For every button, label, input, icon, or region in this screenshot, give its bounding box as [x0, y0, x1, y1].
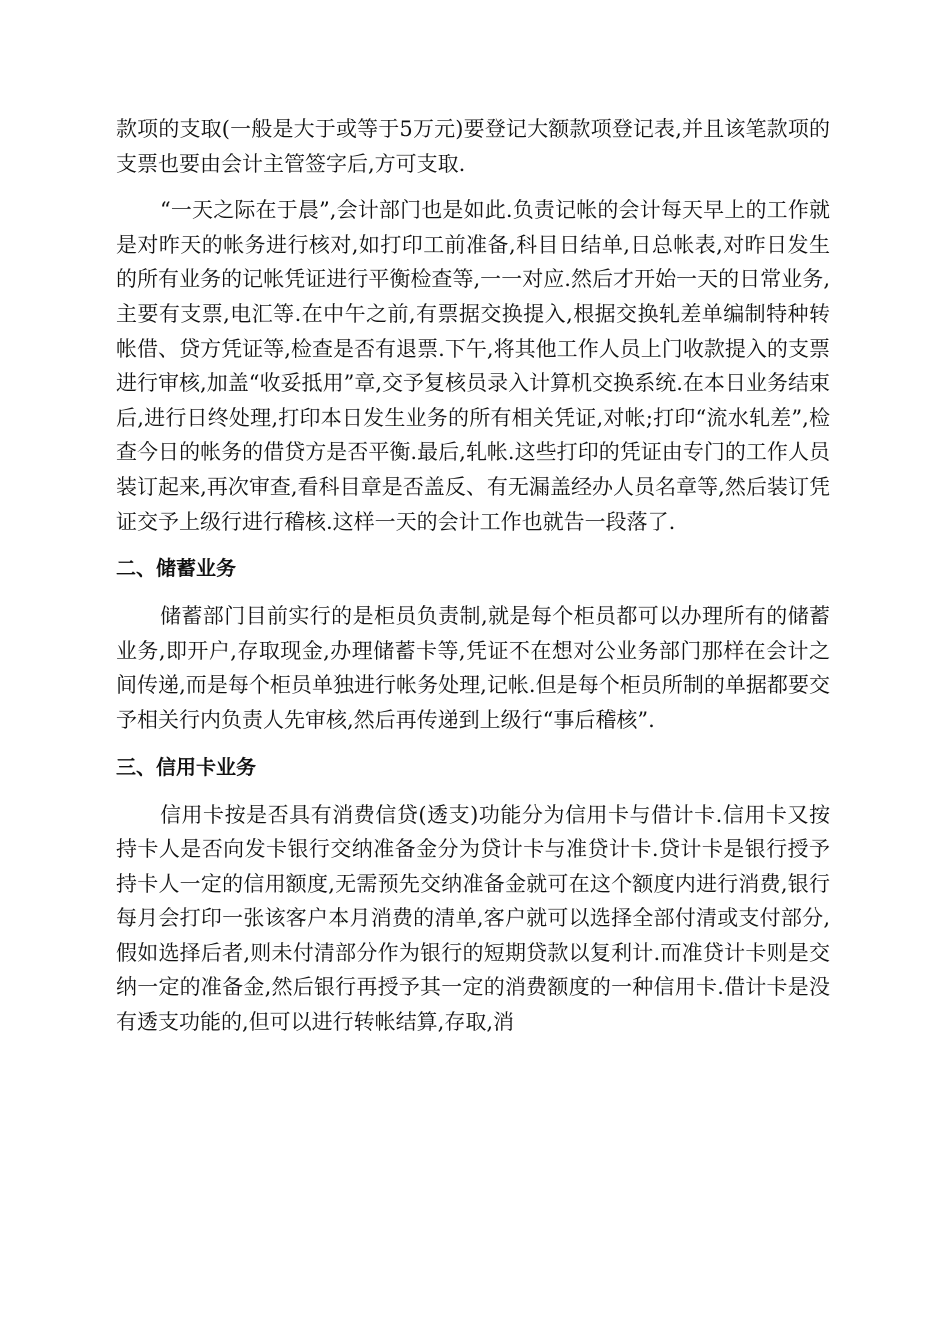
paragraph-savings-business: 储蓄部门目前实行的是柜员负责制,就是每个柜员都可以办理所有的储蓄业务,即开户,存取现金,办理储蓄卡等,凭证不在想对公业务部门那样在会计之间传递,而是每个柜员单独进行帐务处理,记帐.但是每个柜员所制的单据都要交予相关行内负责人先审核,然后再传递到上级行“事后稽核”. [116, 604, 830, 732]
paragraph-large-withdrawal: 款项的支取(一般是大于或等于5万元)要登记大额款项登记表,并且该笔款项的支票也要由会计主管签字后,方可支取. [116, 117, 830, 176]
section-heading-savings: 二、储蓄业务 [116, 556, 236, 581]
paragraph-credit-card-business: 信用卡按是否具有消费信贷(透支)功能分为信用卡与借计卡.信用卡又按持卡人是否向发卡银行交纳准备金分为贷计卡与准贷计卡.贷计卡是银行授予持卡人一定的信用额度,无需预先交纳准备金就可在这个额度内进行消费,银行每月会打印一张该客户本月消费的清单,客户就可以选择全部付清或支付部分,假如选择后者,则未付清部分作为银行的短期贷款以复利计.而准贷计卡则是交纳一定的准备金,然后银行再授予其一定的消费额度的一种信用卡.借计卡是没有透支功能的,但可以进行转帐结算,存取,消 [116, 802, 830, 1035]
paragraph-accounting-daily-work: “一天之际在于晨”,会计部门也是如此.负责记帐的会计每天早上的工作就是对昨天的帐务进行核对,如打印工前准备,科目日结单,日总帐表,对昨日发生的所有业务的记帐凭证进行平衡检查等,一一对应.然后才开始一天的日常业务,主要有支票,电汇等.在中午之前,有票据交换提入,根据交换轧差单编制特种转帐借、贷方凭证等,检查是否有退票.下午,将其他工作人员上门收款提入的支票进行审核,加盖“收妥抵用”章,交予复核员录入计算机交换系统.在本日业务结束后,进行日终处理,打印本日发生业务的所有相关凭证,对帐;打印“流水轧差”,检查今日的帐务的借贷方是否平衡.最后,轧帐.这些打印的凭证由专门的工作人员装订起来,再次审查,看科目章是否盖反、有无漏盖经办人员名章等,然后装订凭证交予上级行进行稽核.这样一天的会计工作也就告一段落了. [116, 198, 830, 534]
section-heading-credit-card: 三、信用卡业务 [116, 754, 256, 779]
document-page [116, 112, 830, 1040]
